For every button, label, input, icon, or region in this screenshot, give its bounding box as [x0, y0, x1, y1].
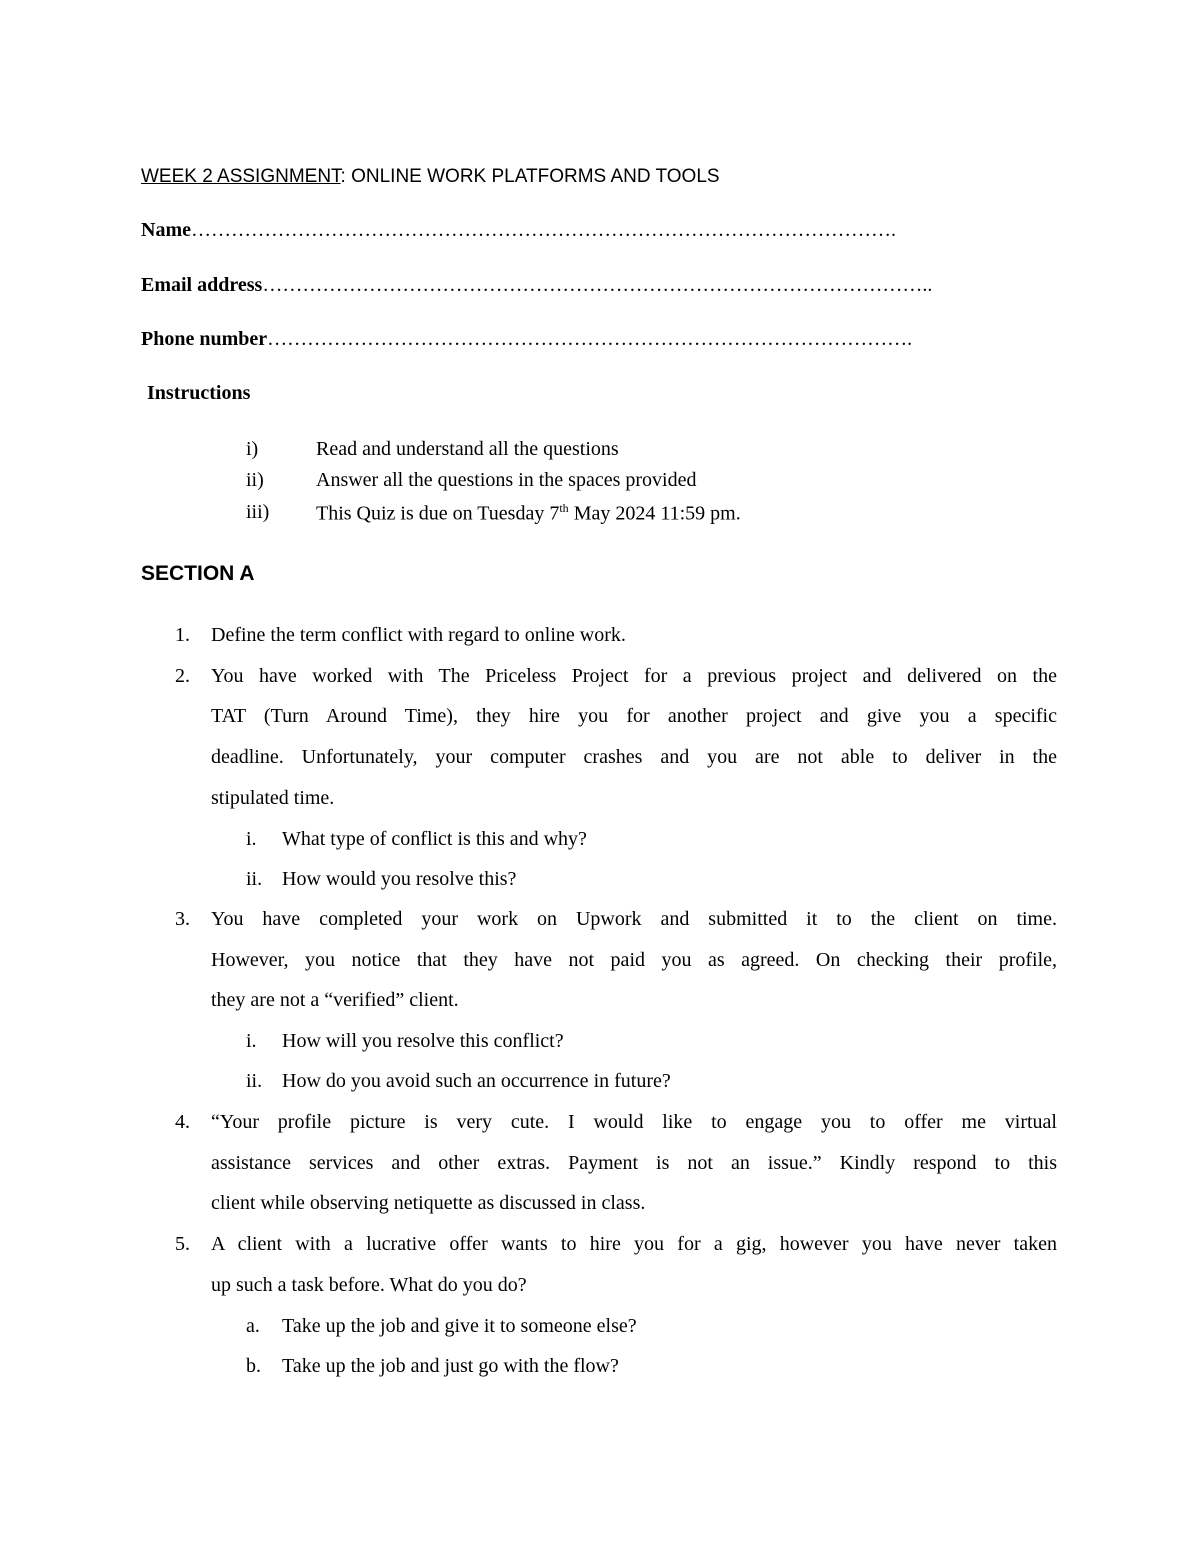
- instruction-item: [246, 501, 896, 525]
- question-text: A client with a lucrative offer wants to hire you for a gig, however you have never taken: [211, 1233, 1057, 1255]
- sub-question-text: What type of conflict is this and why?: [282, 828, 587, 850]
- sub-question-number: i.: [246, 828, 257, 850]
- question-number: 2.: [175, 665, 190, 687]
- due-text-before: This Quiz is due on Tuesday 7: [316, 502, 560, 525]
- instruction-text: [316, 501, 741, 526]
- question-text: You have worked with The Priceless Project for a previous project and delivered on the: [211, 665, 1057, 687]
- sub-question-number: i.: [246, 1030, 257, 1052]
- title-underlined: WEEK 2 ASSIGNMENT: [141, 166, 341, 187]
- email-field[interactable]: [141, 274, 932, 297]
- question-text: TAT (Turn Around Time), they hire you for another project and give you a specific: [211, 705, 1057, 727]
- sub-question-text: How would you resolve this?: [282, 868, 517, 890]
- instruction-text: Answer all the questions in the spaces provided: [316, 469, 697, 491]
- question-text: However, you notice that they have not paid you as agreed. On checking their profile,: [211, 949, 1057, 971]
- sub-question-text: Take up the job and give it to someone else?: [282, 1315, 637, 1337]
- name-field[interactable]: [141, 219, 896, 242]
- sub-question-number: ii.: [246, 1070, 263, 1092]
- question-text: they are not a “verified” client.: [211, 989, 459, 1011]
- due-superscript: th: [559, 501, 569, 515]
- question-number: 4.: [175, 1111, 190, 1133]
- instruction-item: [246, 469, 846, 493]
- name-dots: …………………………………………………………………………………………….: [190, 219, 896, 241]
- sub-question-number: a.: [246, 1315, 260, 1337]
- question-text: client while observing netiquette as discussed in class.: [211, 1192, 646, 1214]
- sub-question-number: ii.: [246, 868, 263, 890]
- sub-question-number: b.: [246, 1355, 261, 1377]
- instruction-number: iii): [246, 501, 270, 523]
- question-text: assistance services and other extras. Payment is not an issue.” Kindly respond to this: [211, 1152, 1057, 1174]
- question-text: “Your profile picture is very cute. I would like to engage you to offer me virtual: [211, 1111, 1057, 1133]
- email-dots: ………………………………………………………………………………………..: [262, 274, 933, 296]
- name-label: Name: [141, 219, 191, 241]
- sub-question-text: How do you avoid such an occurrence in future?: [282, 1070, 671, 1092]
- question-text: Define the term conflict with regard to online work.: [211, 624, 626, 646]
- email-label: Email address: [141, 274, 263, 296]
- question-text: You have completed your work on Upwork and submitted it to the client on time.: [211, 908, 1057, 930]
- sub-question-text: Take up the job and just go with the flow?: [282, 1355, 619, 1377]
- phone-label: Phone number: [141, 328, 268, 350]
- question-text: up such a task before. What do you do?: [211, 1274, 527, 1296]
- instruction-text: Read and understand all the questions: [316, 438, 619, 460]
- question-text: stipulated time.: [211, 787, 335, 809]
- instruction-item: [246, 438, 846, 462]
- section-a-heading: SECTION A: [141, 562, 255, 585]
- phone-dots: …………………………………………………………………………………….: [267, 328, 913, 350]
- instruction-number: i): [246, 438, 259, 460]
- title-rest: : ONLINE WORK PLATFORMS AND TOOLS: [340, 166, 720, 187]
- question-number: 5.: [175, 1233, 190, 1255]
- question-text: deadline. Unfortunately, your computer crashes and you are not able to deliver in the: [211, 746, 1057, 768]
- question-number: 3.: [175, 908, 190, 930]
- phone-field[interactable]: [141, 328, 912, 351]
- due-text-after: May 2024 11:59 pm.: [568, 502, 741, 525]
- sub-question-text: How will you resolve this conflict?: [282, 1030, 564, 1052]
- page-title: [141, 166, 720, 188]
- question-number: 1.: [175, 624, 190, 646]
- instruction-number: ii): [246, 469, 264, 491]
- instructions-heading: Instructions: [147, 382, 251, 404]
